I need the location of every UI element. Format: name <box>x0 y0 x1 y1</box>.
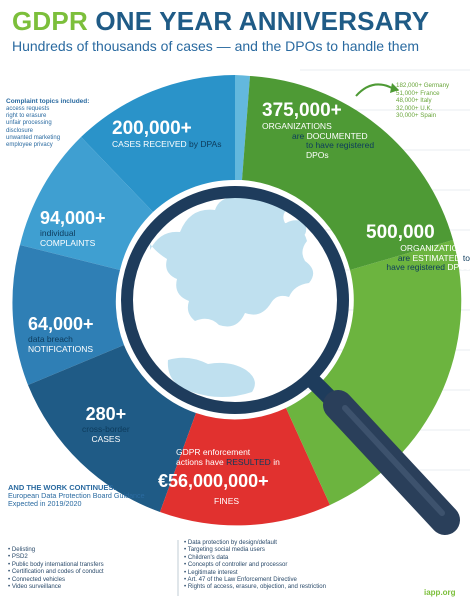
breach-line2: NOTIFICATIONS <box>28 343 94 354</box>
estimated-line2a: are <box>397 252 411 263</box>
estimated-line1: ORGANIZATIONS <box>400 243 470 253</box>
topic-item: employee privacy <box>6 142 53 149</box>
crossborder-stat <box>82 404 130 444</box>
complaint-topics-list <box>6 106 60 149</box>
country-item: 51,000+ France <box>396 89 440 97</box>
complaints-stat <box>40 208 106 248</box>
cases-label-line <box>112 140 221 150</box>
guidance-item: • PSD2 <box>8 553 104 560</box>
documented-line2a: are <box>292 130 305 141</box>
cases-suffix: by DPAs <box>189 139 222 149</box>
breach-line1: data breach <box>28 334 73 344</box>
fines-line2a: actions have <box>176 456 224 467</box>
country-breakdown <box>396 82 449 120</box>
work-sub2: Expected in 2019/2020 <box>8 499 82 509</box>
guidance-item: • Concepts of controller and processor <box>184 561 326 568</box>
guidance-item: • Certification and codes of conduct <box>8 568 104 575</box>
documented-line4: DPOs <box>306 149 329 160</box>
complaints-value: 94,000+ <box>40 208 106 228</box>
page-subtitle: Hundreds of thousands of cases — and the DPOs to handle them <box>12 38 420 54</box>
guidance-item: • Legitimate interest <box>184 569 326 576</box>
estimated-line2c: to <box>462 252 470 263</box>
topic-item: unfair processing <box>6 120 52 127</box>
guidance-item: • Children's data <box>184 554 326 561</box>
countries-arrow <box>356 84 392 96</box>
guidance-list-right <box>184 539 326 591</box>
breach-stat <box>28 314 94 354</box>
estimated-line3a: have registered <box>386 262 445 272</box>
breach-value: 64,000+ <box>28 314 94 334</box>
guidance-item: • Data protection by design/default <box>184 539 326 546</box>
guidance-item: • Video surveillance <box>8 583 104 590</box>
complaint-topics-heading: Complaint topics included: <box>6 98 90 105</box>
documented-line2b: DOCUMENTED <box>306 130 368 141</box>
fines-stat <box>158 448 308 507</box>
documented-stat <box>262 100 374 160</box>
topic-item: right to erasure <box>6 113 47 120</box>
complaints-line1: individual <box>40 228 76 238</box>
documented-value: 375,000+ <box>262 100 342 121</box>
work-heading: AND THE WORK CONTINUES. <box>8 483 116 492</box>
guidance-list-left <box>8 546 104 590</box>
guidance-item: • Art. 47 of the Law Enforcement Directive <box>184 576 326 583</box>
guidance-item: • Rights of access, erasure, objection, and restriction <box>184 583 326 590</box>
country-item: 182,000+ Germany <box>396 82 450 89</box>
cases-stat <box>112 118 221 150</box>
estimated-value: 500,000 <box>366 222 435 243</box>
estimated-line3b: DPOs <box>447 262 470 272</box>
crossborder-line1: cross-border <box>82 424 130 434</box>
documented-line3: to have registered <box>306 140 375 150</box>
work-subheading <box>8 492 145 509</box>
country-item: 48,000+ Italy <box>396 97 432 105</box>
work-sub1: European Data Protection Board Guidance <box>8 491 145 500</box>
title-rest: ONE YEAR ANNIVERSARY <box>95 6 430 36</box>
topic-item: disclosure <box>6 127 34 134</box>
topic-item: access requests <box>6 106 50 112</box>
guidance-item: • Public body international transfers <box>8 561 104 568</box>
estimated-stat <box>366 222 470 273</box>
fines-line2b: RESULTED <box>226 456 271 467</box>
brand-link[interactable]: iapp.org <box>424 588 456 597</box>
country-item: 32,000+ U.K. <box>396 104 433 112</box>
fines-label: FINES <box>214 496 240 506</box>
cases-label: CASES RECEIVED <box>112 139 187 149</box>
documented-line1: ORGANIZATIONS <box>262 121 332 131</box>
cases-value: 200,000+ <box>112 118 192 139</box>
guidance-item: • Targeting social media users <box>184 546 326 553</box>
estimated-line2b: ESTIMATED <box>412 252 461 263</box>
complaints-line2: COMPLAINTS <box>40 237 96 248</box>
fines-line1: GDPR enforcement <box>176 447 251 457</box>
guidance-item: • Connected vehicles <box>8 576 104 583</box>
country-item: 30,000+ Spain <box>396 112 437 120</box>
fines-line2c: in <box>273 456 280 467</box>
topic-item: unwanted marketing <box>6 134 61 141</box>
crossborder-value: 280+ <box>85 404 127 424</box>
fines-value: €56,000,000+ <box>158 471 269 491</box>
crossborder-line2: CASES <box>91 433 121 444</box>
title-gdpr: GDPR <box>12 6 88 36</box>
guidance-item: • Delisting <box>8 546 104 553</box>
